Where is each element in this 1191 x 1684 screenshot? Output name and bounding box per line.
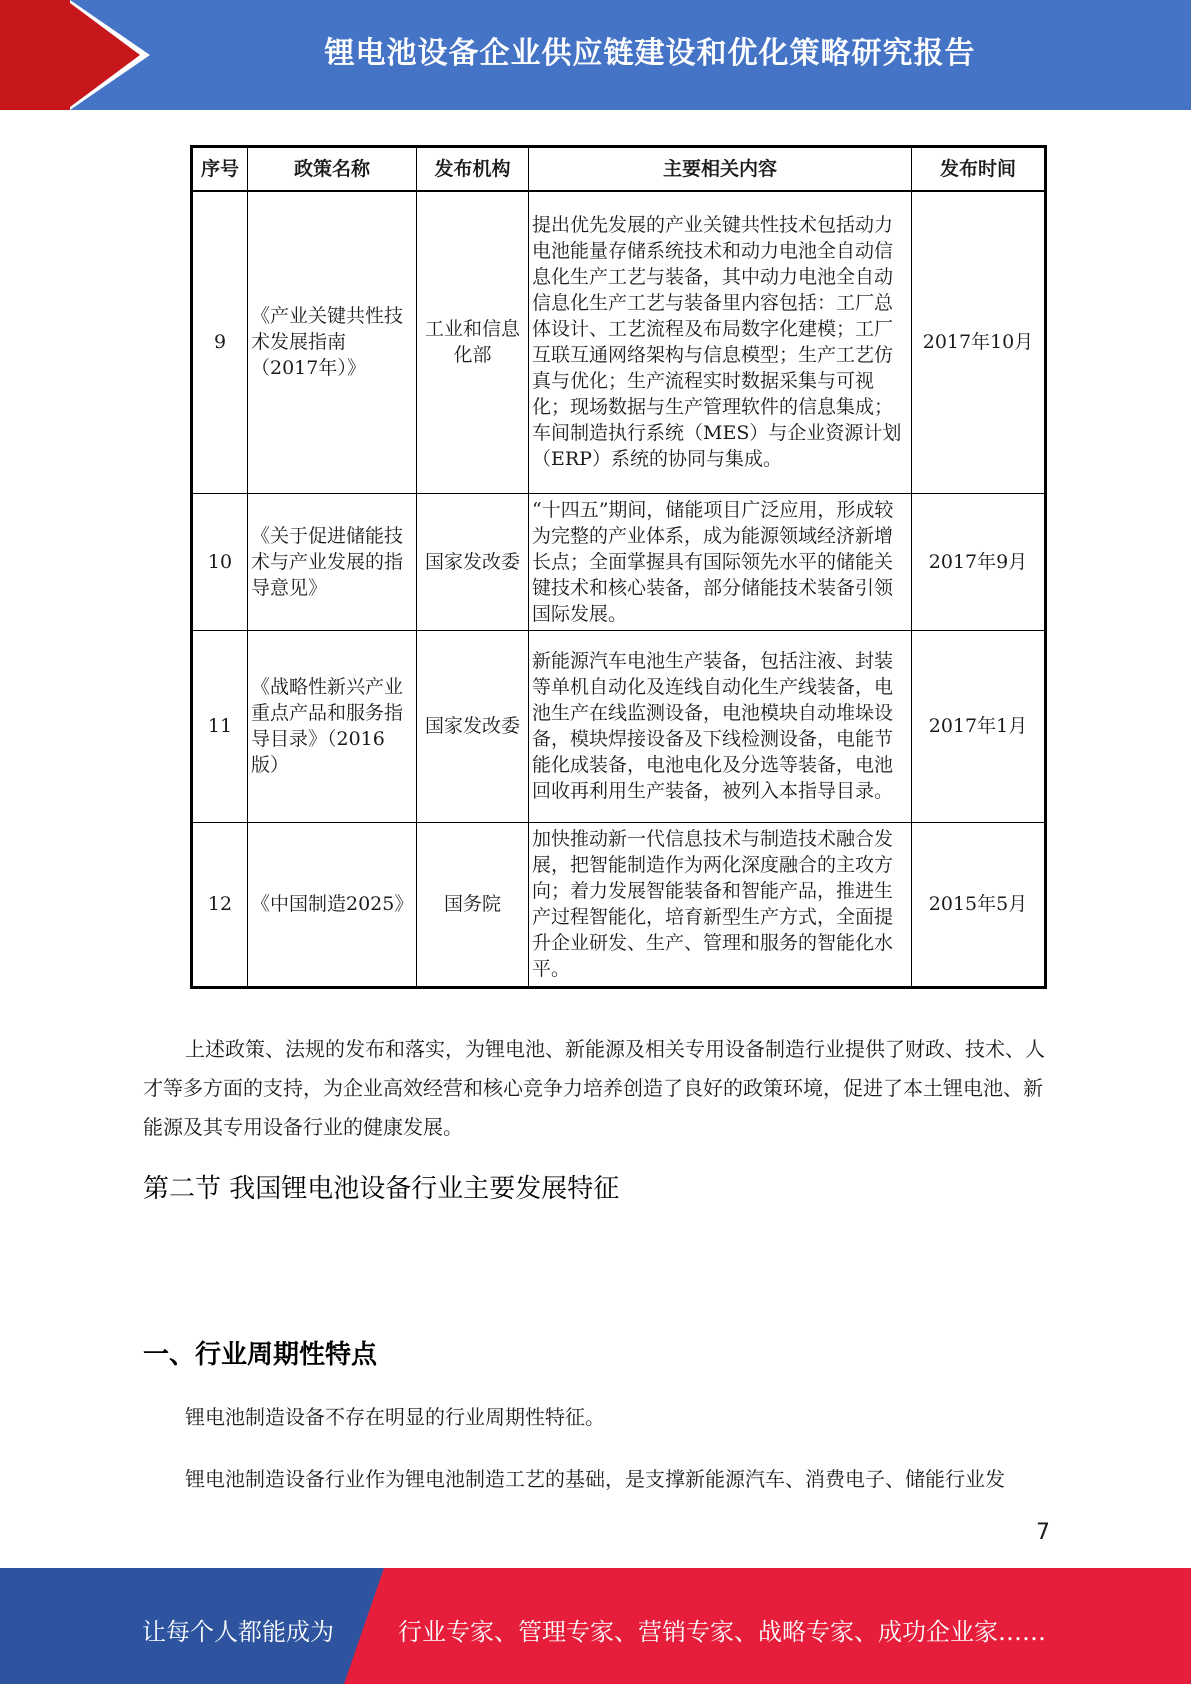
column-header-no: 序号 xyxy=(192,147,248,192)
cell-date: 2017年9月 xyxy=(912,493,1046,630)
footer-blue-slant xyxy=(344,1568,384,1684)
cell-content: 加快推动新一代信息技术与制造技术融合发展，把智能制造作为两化深度融合的主攻方向；着力发展智能装备和智能产品，推进生产过程智能化，培育新型生产方式，全面提升企业研发、生产、管理和服务的智能化水平。 xyxy=(529,822,912,987)
table-row xyxy=(192,493,1046,630)
page-footer xyxy=(0,1568,1191,1684)
cell-content: 新能源汽车电池生产装备，包括注液、封装等单机自动化及连线自动化生产线装备，电池生产在线监测设备，电池模块自动堆垛设备，模块焊接设备及下线检测设备，电能节能化成装备，电池电化及分选等装备，电池回收再利用生产装备，被列入本指导目录。 xyxy=(529,630,912,822)
cyclicality-paragraph: 锂电池制造设备不存在明显的行业周期性特征。 xyxy=(185,1405,605,1429)
subsection-title: 一、行业周期性特点 xyxy=(143,1340,378,1370)
cell-name: 《中国制造2025》 xyxy=(248,822,417,987)
cell-no: 9 xyxy=(192,191,248,493)
industry-paragraph: 锂电池制造设备行业作为锂电池制造工艺的基础，是支撑新能源汽车、消费电子、储能行业发 xyxy=(185,1467,1005,1491)
cell-content: 提出优先发展的产业关键共性技术包括动力电池能量存储系统技术和动力电池全自动信息化生产工艺与装备，其中动力电池全自动信息化生产工艺与装备里内容包括：工厂总体设计、工艺流程及布局数字化建模；工厂互联互通网络架构与信息模型；生产工艺仿真与优化；生产流程实时数据采集与可视化；现场数据与生产管理软件的信息集成；车间制造执行系统（MES）与企业资源计划（ERP）系统的协同与集成。 xyxy=(529,191,912,493)
column-header-name: 政策名称 xyxy=(248,147,417,192)
cell-no: 12 xyxy=(192,822,248,987)
column-header-content: 主要相关内容 xyxy=(529,147,912,192)
cell-date: 2017年1月 xyxy=(912,630,1046,822)
column-header-org: 发布机构 xyxy=(417,147,529,192)
policy-table xyxy=(190,145,1047,989)
cell-date: 2015年5月 xyxy=(912,822,1046,987)
footer-slogan-left: 让每个人都能成为 xyxy=(142,1618,334,1646)
cell-name: 《战略性新兴产业重点产品和服务指导目录》（2016版） xyxy=(248,630,417,822)
cell-org: 国家发改委 xyxy=(417,630,529,822)
table-row xyxy=(192,822,1046,987)
page-number: 7 xyxy=(1036,1520,1050,1545)
report-title: 锂电池设备企业供应链建设和优化策略研究报告 xyxy=(324,36,976,71)
section-title: 第二节 我国锂电池设备行业主要发展特征 xyxy=(143,1174,620,1204)
cell-no: 10 xyxy=(192,493,248,630)
table-header-row xyxy=(192,147,1046,192)
cell-org: 工业和信息化部 xyxy=(417,191,529,493)
cell-name: 《产业关键共性技术发展指南（2017年）》 xyxy=(248,191,417,493)
page-header xyxy=(0,0,1191,110)
cell-content: “十四五”期间，储能项目广泛应用，形成较为完整的产业体系，成为能源领域经济新增长点；全面掌握具有国际领先水平的储能关键技术和核心装备，部分储能技术装备引领国际发展。 xyxy=(529,493,912,630)
cell-no: 11 xyxy=(192,630,248,822)
column-header-date: 发布时间 xyxy=(912,147,1046,192)
cell-org: 国家发改委 xyxy=(417,493,529,630)
policy-summary-paragraph: 上述政策、法规的发布和落实，为锂电池、新能源及相关专用设备制造行业提供了财政、技术、人才等多方面的支持，为企业高效经营和核心竞争力培养创造了良好的政策环境，促进了本土锂电池、新能源及其专用设备行业的健康发展。 xyxy=(143,1037,1045,1139)
table-row xyxy=(192,630,1046,822)
cell-name: 《关于促进储能技术与产业发展的指导意见》 xyxy=(248,493,417,630)
cell-date: 2017年10月 xyxy=(912,191,1046,493)
table-row xyxy=(192,191,1046,493)
footer-slogan-right: 行业专家、管理专家、营销专家、战略专家、成功企业家…… xyxy=(398,1618,1046,1646)
header-red-block xyxy=(0,0,70,110)
header-chevron-red xyxy=(66,0,140,110)
cell-org: 国务院 xyxy=(417,822,529,987)
